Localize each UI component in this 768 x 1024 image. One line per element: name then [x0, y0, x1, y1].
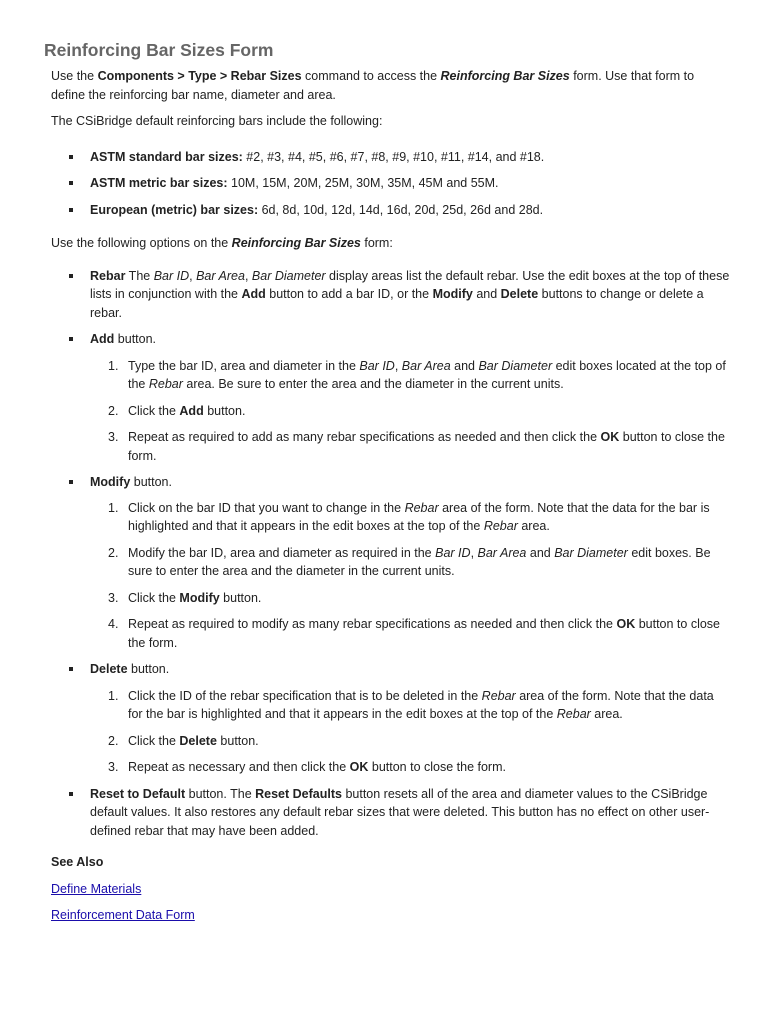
step-text: Click the — [128, 733, 180, 748]
options-list — [51, 267, 731, 841]
command-path: Components > Type > Rebar Sizes — [97, 69, 302, 83]
step-text: button. — [203, 403, 246, 418]
option-label: Modify — [90, 475, 131, 489]
step-number: 1. — [108, 500, 119, 515]
step-text: button to close the form. — [128, 617, 721, 650]
field-name: Rebar — [483, 519, 518, 533]
option-label: Delete — [90, 662, 128, 676]
step-text: button. — [219, 590, 262, 605]
step-text: and — [526, 545, 555, 560]
field-name: Bar Area — [401, 358, 451, 373]
option-text: button resets all of the area and diameter values to the CSiBridge default values. It also restores any default rebar sizes that were deleted. This button has no effect on other user-defined rebar that may have been added. — [90, 786, 710, 838]
intro-text: command to access the — [301, 69, 441, 83]
step-text: , — [470, 545, 478, 560]
step-text: Click the ID of the rebar specification that is to be deleted in the — [128, 688, 482, 703]
step-text: area of the form. Note that the data for the bar is highlighted and that it appears in the edit boxes at the top of the — [128, 688, 714, 721]
step-text: button. — [216, 733, 259, 748]
step-text: edit boxes located at the top of the — [128, 358, 726, 391]
see-also-link-row — [51, 906, 731, 925]
option-add — [51, 330, 731, 465]
item-label: ASTM metric bar sizes: — [90, 176, 228, 190]
field-name: Bar Diameter — [251, 268, 326, 283]
step — [51, 499, 731, 536]
button-name: OK — [349, 760, 369, 774]
option-reset-to-default — [51, 785, 731, 841]
link-reinforcement-data-form[interactable]: Reinforcement Data Form — [51, 908, 195, 922]
field-name: Bar ID — [435, 545, 471, 560]
field-name: Bar ID — [153, 268, 190, 283]
field-name: Bar Diameter — [554, 545, 628, 560]
step-number: 4. — [108, 617, 119, 631]
step-text: Click on the bar ID that you want to change in the — [128, 500, 405, 515]
step — [51, 589, 731, 608]
step-text: area of the form. Note that the data for the bar is highlighted and that it appears in the edit boxes at the top of the — [128, 500, 710, 533]
step-text: Click the — [128, 590, 180, 605]
button-name: Add — [241, 287, 266, 301]
option-text: button to add a bar ID, or the — [265, 287, 433, 301]
step — [51, 758, 731, 777]
field-name: Bar Area — [196, 268, 245, 283]
option-text: , — [189, 268, 197, 283]
list-item — [51, 174, 731, 193]
options-text: form: — [360, 236, 393, 250]
step — [51, 544, 731, 581]
add-steps — [51, 357, 731, 466]
defaults-list — [51, 148, 731, 220]
step — [51, 615, 731, 652]
step-text: area. — [517, 519, 550, 533]
intro-text: form. Use that form to define the reinforcing bar name, diameter and area. — [51, 69, 695, 102]
step-text: edit boxes. Be sure to enter the area and the diameter in the current units. — [128, 545, 711, 578]
see-also-heading: See Also — [51, 855, 104, 869]
field-name: Rebar — [404, 500, 439, 515]
defaults-intro: The CSiBridge default reinforcing bars include the following: — [51, 114, 383, 128]
field-name: Rebar — [148, 377, 183, 391]
options-text: Use the following options on the — [51, 236, 232, 250]
option-text: The — [125, 268, 154, 283]
item-text: 6d, 8d, 10d, 12d, 14d, 16d, 20d, 25d, 26d and 28d. — [258, 202, 544, 217]
step-number: 3. — [108, 430, 119, 444]
option-delete — [51, 660, 731, 777]
step — [51, 402, 731, 421]
button-name: Delete — [500, 287, 539, 301]
step-number: 2. — [108, 403, 119, 418]
step-text: area. — [590, 707, 623, 721]
step-text: Modify the bar ID, area and diameter as required in the — [128, 545, 436, 560]
modify-steps — [51, 499, 731, 653]
step — [51, 428, 731, 465]
button-name: OK — [600, 430, 620, 444]
step-text: button to close the form. — [368, 760, 506, 774]
item-label: European (metric) bar sizes: — [90, 202, 259, 217]
step-text: button to close the form. — [128, 430, 725, 463]
field-name: Bar Area — [477, 545, 527, 560]
item-text: #2, #3, #4, #5, #6, #7, #8, #9, #10, #11, #14, and #18. — [242, 149, 545, 164]
step — [51, 732, 731, 751]
item-text: 10M, 15M, 20M, 25M, 30M, 35M, 45M and 55M. — [227, 176, 499, 190]
button-name: OK — [616, 617, 636, 631]
step-text: and — [450, 358, 479, 373]
field-name: Bar Diameter — [478, 358, 553, 373]
field-name: Rebar — [556, 707, 591, 721]
option-label: Add — [90, 332, 115, 346]
step-text: Repeat as required to add as many rebar specifications as needed and then click the — [128, 430, 601, 444]
button-name: Modify — [179, 590, 220, 605]
form-name: Reinforcing Bar Sizes — [231, 236, 361, 250]
see-also-link-row — [51, 880, 731, 899]
form-name: Reinforcing Bar Sizes — [440, 69, 570, 83]
option-modify — [51, 473, 731, 652]
option-text: button. — [130, 475, 172, 489]
button-name: Delete — [179, 733, 217, 748]
step-text: , — [394, 358, 402, 373]
page-title: Reinforcing Bar Sizes Form — [44, 40, 274, 60]
step — [51, 687, 731, 724]
step — [51, 357, 731, 394]
item-label: ASTM standard bar sizes: — [90, 149, 243, 164]
step-number: 1. — [108, 358, 119, 373]
option-text: buttons to change or delete a rebar. — [90, 287, 704, 320]
button-name: Modify — [432, 287, 473, 301]
page-content — [51, 67, 731, 925]
field-name: Rebar — [481, 688, 516, 703]
option-text: button. — [127, 662, 170, 676]
step-text: Repeat as required to modify as many rebar specifications as needed and then click the — [128, 617, 617, 631]
list-item — [51, 148, 731, 167]
option-rebar — [51, 267, 731, 323]
intro-paragraph — [51, 67, 731, 104]
option-text: , — [244, 268, 252, 283]
intro-text: Use the — [51, 69, 98, 83]
delete-steps — [51, 687, 731, 777]
button-name: Reset Defaults — [255, 786, 342, 801]
option-label: Reset to Default — [90, 786, 186, 801]
option-text: button. — [114, 332, 157, 346]
option-text: and — [472, 287, 501, 301]
options-intro — [51, 234, 731, 253]
step-number: 3. — [108, 590, 119, 605]
step-number: 2. — [108, 545, 119, 560]
step-number: 2. — [108, 733, 119, 748]
list-item — [51, 201, 731, 220]
step-text: Repeat as necessary and then click the — [128, 760, 350, 774]
step-text: area. Be sure to enter the area and the diameter in the current units. — [182, 377, 564, 391]
step-text: Click the — [128, 403, 180, 418]
step-number: 1. — [108, 688, 119, 703]
option-text: display areas list the default rebar. Use the edit boxes at the top of these lists in conjunction with the — [90, 268, 730, 301]
option-label: Rebar — [90, 268, 126, 283]
button-name: Add — [179, 403, 204, 418]
step-number: 3. — [108, 760, 119, 774]
link-define-materials[interactable]: Define Materials — [51, 881, 142, 896]
step-text: Type the bar ID, area and diameter in the — [128, 358, 360, 373]
option-text: button. The — [185, 786, 256, 801]
field-name: Bar ID — [359, 358, 395, 373]
